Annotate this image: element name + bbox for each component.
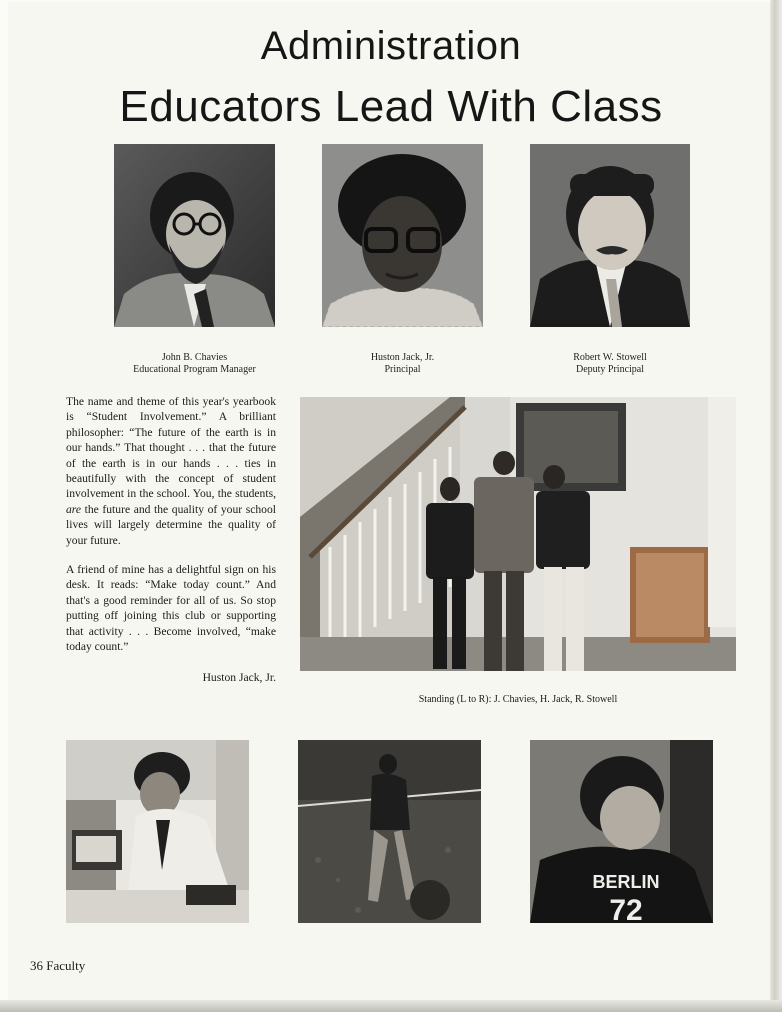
group-photo-caption: Standing (L to R): J. Chavies, H. Jack, R. Stowell	[418, 694, 618, 705]
section-title: Administration	[260, 24, 522, 68]
shirt-number: 72	[609, 894, 643, 923]
group-photo	[300, 397, 736, 671]
portrait-role: Deputy Principal	[575, 364, 645, 375]
portrait-stowell-photo	[530, 144, 690, 327]
page-edge-bottom	[0, 1000, 782, 1012]
page-footer: 36 Faculty	[30, 958, 86, 973]
principal-message	[66, 394, 276, 669]
portrait-name: John B. Chavies	[161, 352, 228, 363]
emphasis-word: are	[66, 502, 82, 516]
portrait-caption-1	[114, 352, 275, 376]
candid-photo-field	[298, 740, 481, 923]
portrait-role: Principal	[384, 364, 421, 375]
portrait-caption-2	[322, 352, 483, 376]
portrait-chavies-photo	[114, 144, 275, 327]
shirt-text: BERLIN	[592, 872, 660, 892]
portrait-role: Educational Program Manager	[133, 364, 256, 375]
candid-photo-berlin-shirt	[530, 740, 713, 923]
page-edge-right	[770, 0, 782, 1012]
message-signature: Huston Jack, Jr.	[202, 671, 276, 684]
message-paragraph-2: A friend of mine has a delightful sign on his desk. It reads: “Make today count.” And that's a good reminder for all of us. So stop putting off joining this club or supporting that activity . . . Become involved, “make today count.”	[66, 563, 276, 654]
message-paragraph-1: The name and theme of this year's yearbook is “Student Involvement.” A brilliant philosopher: “The future of the earth is in our hands.” That thought . . . that the future of the earth is in our hands . . . ties in beautifully with the concept of student involvement in the school. You, the students, are the future and the quality of your school lives will largely determine the quality of your future.	[66, 395, 276, 547]
portrait-jack-photo	[322, 144, 483, 327]
portrait-name: Robert W. Stowell	[573, 352, 647, 363]
portrait-caption-3	[530, 352, 690, 376]
portrait-name: Huston Jack, Jr.	[370, 352, 435, 363]
page-headline: Educators Lead With Class	[119, 82, 663, 131]
candid-photo-typing	[66, 740, 249, 923]
